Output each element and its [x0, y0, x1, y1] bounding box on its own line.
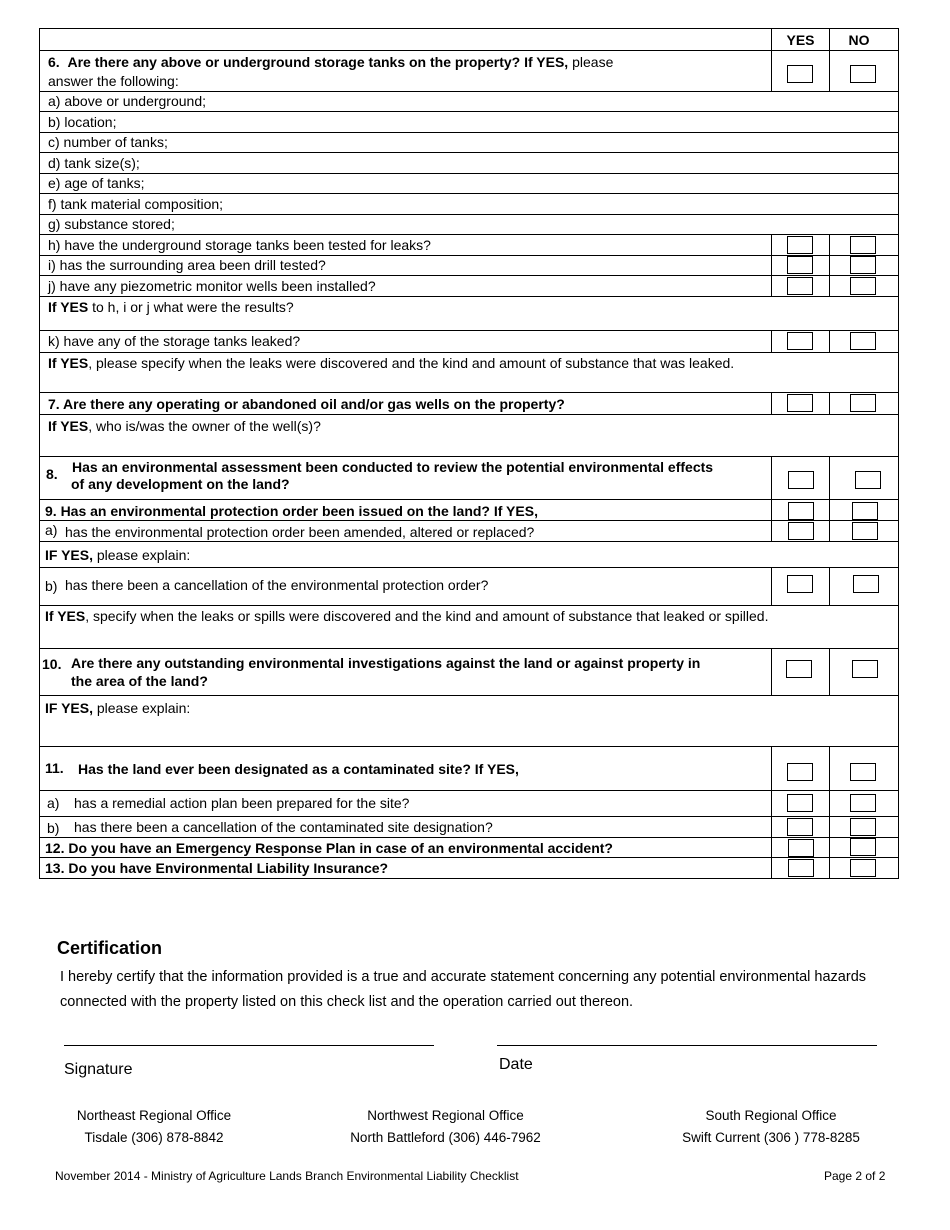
q9-no-checkbox[interactable]	[852, 502, 878, 520]
q13-yes-checkbox[interactable]	[788, 859, 814, 877]
q8-yes-checkbox[interactable]	[788, 471, 814, 489]
col-divider	[771, 330, 772, 352]
q7-if-yes: If YES	[48, 418, 89, 434]
row-line	[39, 837, 899, 838]
q12-no-checkbox[interactable]	[850, 838, 876, 856]
q6-item-c: c) number of tanks;	[48, 134, 168, 150]
col-divider	[771, 567, 772, 605]
col-divider	[771, 234, 772, 296]
date-label: Date	[499, 1056, 533, 1073]
q10-number: 10.	[42, 656, 62, 672]
q12-question: 12. Do you have an Emergency Response Plan in case of an environmental accident?	[45, 840, 613, 856]
q6h-no-checkbox[interactable]	[850, 236, 876, 254]
row-line	[39, 878, 899, 879]
q6i-yes-checkbox[interactable]	[787, 256, 813, 274]
q8-question-line1: Has an environmental assessment been conducted to review the potential environmental effects	[72, 459, 714, 475]
q10-question-line2: the area of the land?	[71, 673, 208, 689]
q6h-yes-checkbox[interactable]	[787, 236, 813, 254]
office-phone: Tisdale (306) 878-8842	[84, 1130, 224, 1145]
row-line	[39, 111, 899, 112]
q8-question-line2: of any development on the land?	[71, 476, 290, 492]
row-line	[39, 414, 899, 415]
certification-title: Certification	[57, 938, 163, 958]
q7-question: 7. Are there any operating or abandoned oil and/or gas wells on the property?	[48, 396, 565, 412]
q6-question	[48, 53, 613, 71]
q9b-yes-checkbox[interactable]	[787, 575, 813, 593]
q9-item-b: has there been a cancellation of the environmental protection order?	[65, 577, 489, 593]
row-line	[39, 520, 899, 521]
row-line	[39, 695, 899, 696]
row-line	[39, 816, 899, 817]
q6-yes-checkbox[interactable]	[787, 65, 813, 83]
row-line	[39, 605, 899, 606]
q11-yes-checkbox[interactable]	[787, 763, 813, 781]
q6j-yes-checkbox[interactable]	[787, 277, 813, 295]
q6j-no-checkbox[interactable]	[850, 277, 876, 295]
q9-question: 9. Has an environmental protection order been issued on the land? If YES,	[45, 503, 538, 519]
q9-item-a: has the environmental protection order been amended, altered or replaced?	[65, 524, 535, 540]
q10-explain-prompt[interactable]	[45, 699, 190, 717]
q10-if-yes: IF YES,	[45, 700, 93, 716]
q11a-yes-checkbox[interactable]	[787, 794, 813, 812]
signature-label: Signature	[64, 1061, 133, 1078]
q7-explain-text: , who is/was the owner of the well(s)?	[88, 418, 321, 434]
q6k-yes-checkbox[interactable]	[787, 332, 813, 350]
row-line	[39, 648, 899, 649]
q9a-if-yes: IF YES,	[45, 547, 93, 563]
q6-item-b: b) location;	[48, 114, 117, 130]
q6-results-if-yes: If YES	[48, 299, 89, 315]
col-divider	[771, 746, 772, 879]
footer-document-info: November 2014 - Ministry of Agriculture Lands Branch Environmental Liability Checklist	[55, 1169, 519, 1183]
q9b-explain-text: , specify when the leaks or spills were discovered and the kind and amount of substance that leaked or spilled.	[85, 608, 769, 624]
row-line	[39, 857, 899, 858]
q9a-yes-checkbox[interactable]	[788, 522, 814, 540]
col-divider	[829, 746, 830, 879]
office-phone: North Battleford (306) 446-7962	[350, 1130, 541, 1145]
q7-explain-prompt[interactable]	[48, 417, 321, 435]
row-line	[39, 296, 899, 297]
col-divider	[771, 392, 772, 414]
row-line	[39, 275, 899, 276]
yes-header: YES	[786, 32, 815, 48]
row-line	[39, 234, 899, 235]
table-border-left	[39, 28, 40, 879]
signature-line[interactable]	[64, 1045, 434, 1046]
row-line	[39, 746, 899, 747]
q9a-explain-text: please explain:	[96, 547, 191, 563]
q7-no-checkbox[interactable]	[850, 394, 876, 412]
q9b-explain-prompt[interactable]	[45, 607, 768, 625]
q11-question: Has the land ever been designated as a contaminated site? If YES,	[78, 761, 519, 777]
table-border-right	[898, 28, 899, 879]
office-name: South Regional Office	[705, 1108, 837, 1123]
row-line	[39, 173, 899, 174]
q6-text: Are there any above or underground storage tanks on the property? If YES,	[67, 54, 569, 70]
q9a-no-checkbox[interactable]	[852, 522, 878, 540]
col-divider	[829, 648, 830, 695]
q11b-no-checkbox[interactable]	[850, 818, 876, 836]
q6k-explain-prompt[interactable]	[48, 354, 734, 372]
q6-item-e: e) age of tanks;	[48, 175, 145, 191]
q6-results-text: to h, i or j what were the results?	[92, 299, 294, 315]
row-line	[39, 456, 899, 457]
q8-no-checkbox[interactable]	[855, 471, 881, 489]
q6-item-j: j) have any piezometric monitor wells been installed?	[48, 278, 376, 294]
col-divider	[771, 648, 772, 695]
col-divider	[829, 392, 830, 414]
q9-item-a-label: a)	[45, 522, 58, 538]
row-line	[39, 541, 899, 542]
row-line	[39, 50, 899, 51]
q11-item-a-label: a)	[47, 795, 60, 811]
q11-item-a: has a remedial action plan been prepared for the site?	[74, 795, 410, 811]
q10-question-line1: Are there any outstanding environmental investigations against the land or against property in	[71, 655, 701, 671]
q6k-explain-text: , please specify when the leaks were discovered and the kind and amount of substance that was leaked.	[88, 355, 735, 371]
col-divider	[829, 234, 830, 296]
row-line	[39, 790, 899, 791]
q13-no-checkbox[interactable]	[850, 859, 876, 877]
q6-item-k: k) have any of the storage tanks leaked?	[48, 333, 301, 349]
office-northeast	[44, 1105, 264, 1149]
q10-explain-text: please explain:	[96, 700, 191, 716]
office-south	[660, 1105, 882, 1149]
office-phone: Swift Current (306 ) 778-8285	[682, 1130, 860, 1145]
q11b-yes-checkbox[interactable]	[787, 818, 813, 836]
q6k-no-checkbox[interactable]	[850, 332, 876, 350]
q12-yes-checkbox[interactable]	[788, 839, 814, 857]
office-name: Northeast Regional Office	[76, 1108, 232, 1123]
row-line	[39, 392, 899, 393]
office-northwest	[323, 1105, 568, 1149]
q6i-no-checkbox[interactable]	[850, 256, 876, 274]
office-name: Northwest Regional Office	[367, 1108, 524, 1123]
q13-question: 13. Do you have Environmental Liability Insurance?	[45, 860, 389, 876]
q11-item-b: has there been a cancellation of the contaminated site designation?	[74, 819, 493, 835]
row-line	[39, 499, 899, 500]
q10-yes-checkbox[interactable]	[786, 660, 812, 678]
row-line	[39, 330, 899, 331]
q6-text-rest: please	[572, 54, 614, 70]
row-line	[39, 28, 899, 29]
q9-yes-checkbox[interactable]	[788, 502, 814, 520]
col-divider	[829, 330, 830, 352]
q6-item-a: a) above or underground;	[48, 93, 206, 109]
footer-page-number: Page 2 of 2	[824, 1169, 886, 1183]
q11-number: 11.	[45, 760, 64, 776]
row-line	[39, 352, 899, 353]
q10-no-checkbox[interactable]	[852, 660, 878, 678]
row-line	[39, 193, 899, 194]
q6-item-f: f) tank material composition;	[48, 196, 224, 212]
q6-item-i: i) has the surrounding area been drill tested?	[48, 257, 326, 273]
q8-number: 8.	[46, 466, 58, 482]
q9b-no-checkbox[interactable]	[853, 575, 879, 593]
row-line	[39, 132, 899, 133]
q6-item-d: d) tank size(s);	[48, 155, 140, 171]
q6-no-checkbox[interactable]	[850, 65, 876, 83]
q6-results-prompt[interactable]	[48, 298, 294, 316]
q11a-no-checkbox[interactable]	[850, 794, 876, 812]
q6-number: 6.	[48, 54, 60, 70]
q6k-if-yes: If YES	[48, 355, 89, 371]
certification-text: I hereby certify that the information provided is a true and accurate statement concerning any potential environmental hazards connected with the property listed on this check list and the operation carried out thereon.	[60, 969, 867, 1010]
q6-item-h: h) have the underground storage tanks been tested for leaks?	[48, 237, 431, 253]
q11-no-checkbox[interactable]	[850, 763, 876, 781]
row-line	[39, 567, 899, 568]
q9b-if-yes: If YES	[45, 608, 86, 624]
q6-item-g: g) substance stored;	[48, 216, 175, 232]
no-header: NO	[848, 32, 870, 48]
q6-text-line2: answer the following:	[48, 73, 179, 89]
row-line	[39, 152, 899, 153]
q9-item-b-label: b)	[45, 578, 58, 594]
col-divider	[829, 567, 830, 605]
q9a-explain-prompt[interactable]	[45, 546, 190, 564]
date-line[interactable]	[497, 1045, 877, 1046]
q11-item-b-label: b)	[47, 820, 60, 836]
q7-yes-checkbox[interactable]	[787, 394, 813, 412]
